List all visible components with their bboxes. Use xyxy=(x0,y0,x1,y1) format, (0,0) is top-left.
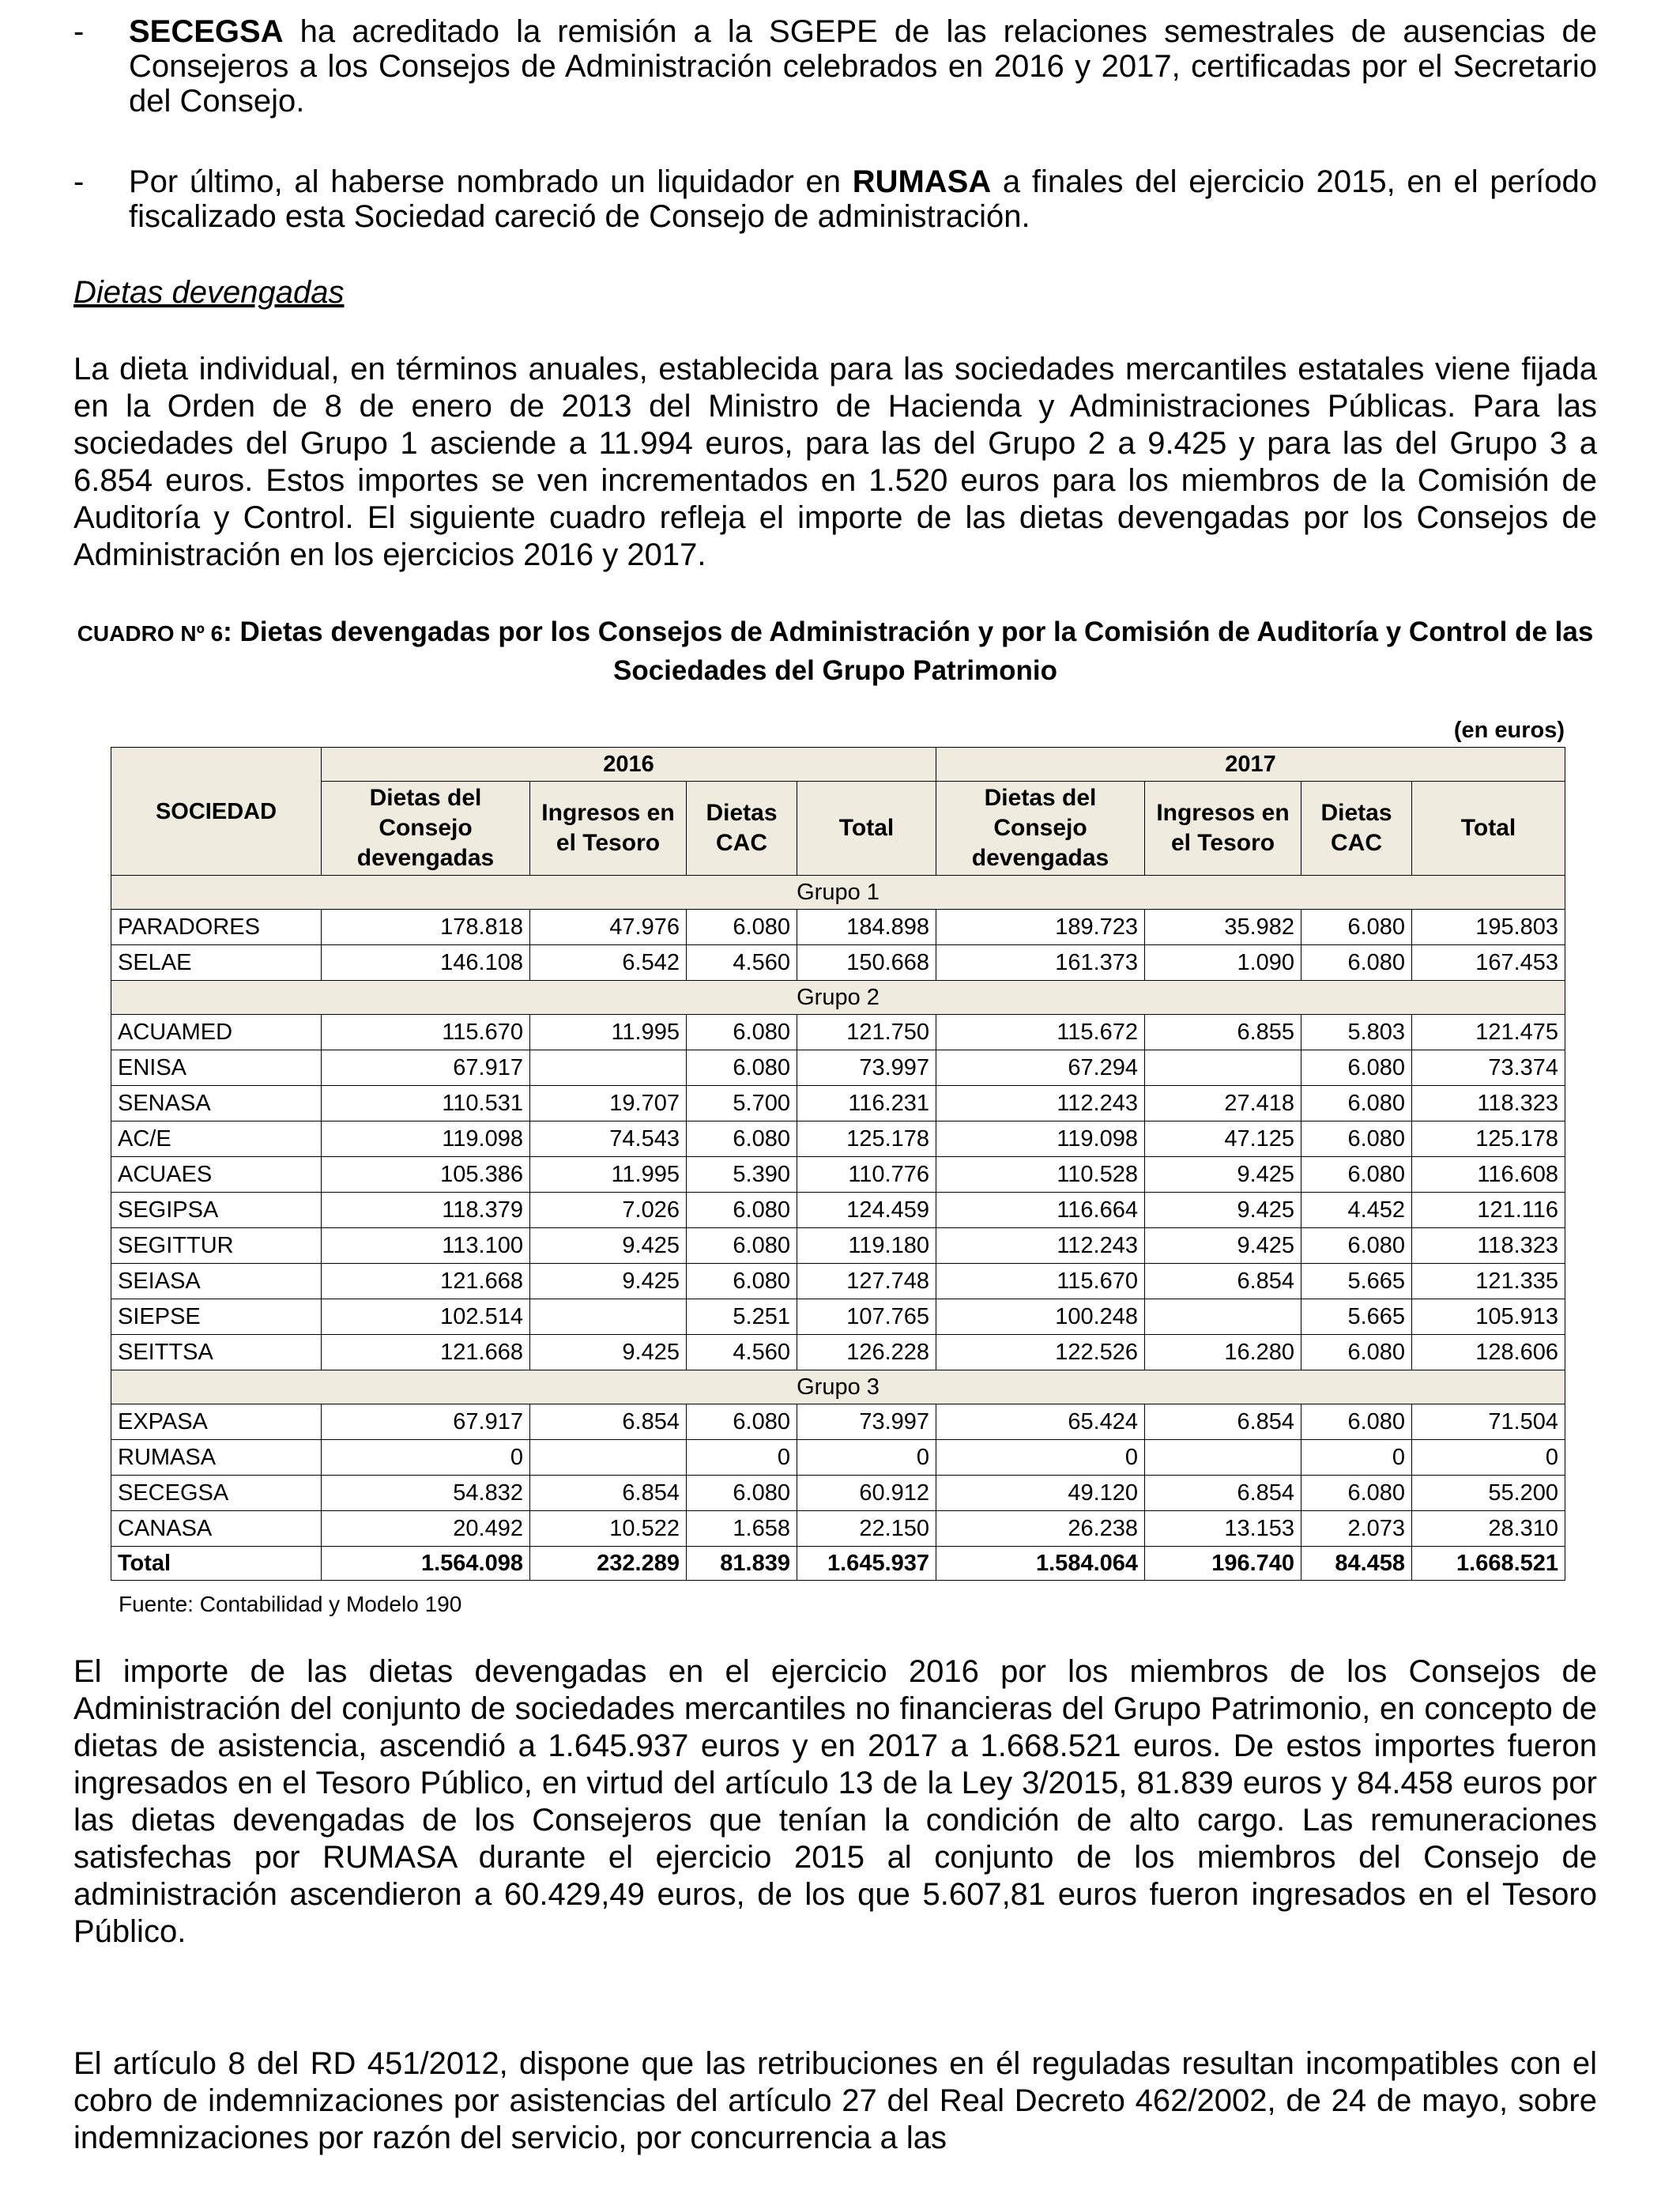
total-value-cell: 84.458 xyxy=(1301,1547,1412,1581)
sociedad-name: SIEPSE xyxy=(111,1299,322,1335)
sociedad-name: ACUAES xyxy=(111,1157,322,1193)
value-cell: 195.803 xyxy=(1412,910,1565,945)
value-cell: 0 xyxy=(1301,1440,1412,1476)
header-year-2016: 2016 xyxy=(322,748,936,782)
value-cell: 26.238 xyxy=(936,1511,1145,1547)
value-cell: 115.672 xyxy=(936,1015,1145,1050)
header-total: Total xyxy=(1412,782,1565,876)
header-dietas-consejo: Dietas del Consejo devengadas xyxy=(322,782,530,876)
value-cell: 9.425 xyxy=(1145,1228,1301,1264)
value-cell: 6.080 xyxy=(687,910,797,945)
value-cell: 112.243 xyxy=(936,1228,1145,1264)
bullet-dash: - xyxy=(73,164,85,199)
table-row xyxy=(111,1476,1565,1511)
value-cell: 116.664 xyxy=(936,1193,1145,1228)
value-cell: 6.080 xyxy=(687,1228,797,1264)
bullet-body: a finales del ejercicio 2015, en el período fiscalizado esta Sociedad careció de Consejo de administración. xyxy=(129,164,1597,234)
value-cell: 0 xyxy=(1412,1440,1565,1476)
value-cell: 126.228 xyxy=(797,1335,936,1370)
value-cell: 71.504 xyxy=(1412,1404,1565,1440)
group-row xyxy=(111,981,1565,1015)
table-row xyxy=(111,1264,1565,1299)
value-cell: 6.854 xyxy=(1145,1404,1301,1440)
value-cell: 9.425 xyxy=(530,1335,687,1370)
value-cell: 118.323 xyxy=(1412,1086,1565,1122)
value-cell: 102.514 xyxy=(322,1299,530,1335)
value-cell: 6.080 xyxy=(1301,1476,1412,1511)
sociedad-name: AC/E xyxy=(111,1122,322,1157)
value-cell: 2.073 xyxy=(1301,1511,1412,1547)
table-row xyxy=(111,1086,1565,1122)
value-cell: 113.100 xyxy=(322,1228,530,1264)
value-cell: 11.995 xyxy=(530,1157,687,1193)
bullet-dash: - xyxy=(73,14,85,49)
value-cell: 49.120 xyxy=(936,1476,1145,1511)
table-caption xyxy=(73,613,1597,689)
value-cell: 27.418 xyxy=(1145,1086,1301,1122)
value-cell: 6.080 xyxy=(1301,945,1412,981)
value-cell: 5.251 xyxy=(687,1299,797,1335)
table-source: Fuente: Contabilidad y Modelo 190 xyxy=(119,1592,462,1616)
value-cell: 6.080 xyxy=(1301,1050,1412,1086)
total-value-cell: 81.839 xyxy=(687,1547,797,1581)
value-cell: 11.995 xyxy=(530,1015,687,1050)
value-cell: 0 xyxy=(936,1440,1145,1476)
total-label: Total xyxy=(111,1547,322,1581)
value-cell: 112.243 xyxy=(936,1086,1145,1122)
total-value-cell: 196.740 xyxy=(1145,1547,1301,1581)
group-label: Grupo 3 xyxy=(111,1370,1565,1404)
value-cell: 184.898 xyxy=(797,910,936,945)
bullet-rumasa xyxy=(73,164,1597,234)
value-cell: 119.180 xyxy=(797,1228,936,1264)
value-cell: 67.294 xyxy=(936,1050,1145,1086)
value-cell: 6.542 xyxy=(530,945,687,981)
table-row xyxy=(111,1299,1565,1335)
sociedad-name: EXPASA xyxy=(111,1404,322,1440)
table-row xyxy=(111,1050,1565,1086)
value-cell xyxy=(530,1050,687,1086)
value-cell: 35.982 xyxy=(1145,910,1301,945)
section-heading: Dietas devengadas xyxy=(73,275,345,310)
value-cell: 4.560 xyxy=(687,945,797,981)
value-cell: 6.080 xyxy=(1301,1157,1412,1193)
value-cell: 5.665 xyxy=(1301,1264,1412,1299)
value-cell: 161.373 xyxy=(936,945,1145,981)
sociedad-name: SEITTSA xyxy=(111,1335,322,1370)
value-cell: 116.608 xyxy=(1412,1157,1565,1193)
paragraph-importe-dietas: El importe de las dietas devengadas en el ejercicio 2016 por los miembros de los Consejos de Administración del conjunto de sociedades mercantiles no financieras del Grupo Patrimonio, en concepto de dietas de asistencia, ascendió a 1.645.937 euros y en 2017 a 1.668.521 euros. De estos importes fueron ingresados en el Tesoro Público, en virtud del artículo 13 de la Ley 3/2015, 81.839 euros y 84.458 euros por las dietas devengadas de los Consejeros que tenían la condición de alto cargo. Las remuneraciones satisfechas por RUMASA durante el ejercicio 2015 al conjunto de los miembros del Consejo de administración ascendieron a 60.429,49 euros, de los que 5.607,81 euros fueron ingresados en el Tesoro Público. xyxy=(73,1654,1597,1949)
group-row xyxy=(111,1370,1565,1404)
value-cell: 118.323 xyxy=(1412,1228,1565,1264)
value-cell: 121.335 xyxy=(1412,1264,1565,1299)
value-cell: 6.854 xyxy=(1145,1476,1301,1511)
header-year-2017: 2017 xyxy=(936,748,1565,782)
value-cell: 7.026 xyxy=(530,1193,687,1228)
table-row xyxy=(111,910,1565,945)
value-cell: 67.917 xyxy=(322,1050,530,1086)
table-row xyxy=(111,1157,1565,1193)
total-value-cell: 232.289 xyxy=(530,1547,687,1581)
value-cell: 19.707 xyxy=(530,1086,687,1122)
bullet-body: ha acreditado la remisión a la SGEPE de las relaciones semestrales de ausencias de Consejeros a los Consejos de Administración celebrados en 2016 y 2017, certificadas por el Secretario del Consejo. xyxy=(129,14,1597,119)
value-cell: 55.200 xyxy=(1412,1476,1565,1511)
value-cell: 73.997 xyxy=(797,1050,936,1086)
total-row xyxy=(111,1547,1565,1581)
value-cell: 47.125 xyxy=(1145,1122,1301,1157)
value-cell: 10.522 xyxy=(530,1511,687,1547)
sociedad-name: CANASA xyxy=(111,1511,322,1547)
value-cell: 4.452 xyxy=(1301,1193,1412,1228)
table-row xyxy=(111,1511,1565,1547)
value-cell: 6.080 xyxy=(687,1264,797,1299)
value-cell: 9.425 xyxy=(530,1264,687,1299)
bullet-secegsa xyxy=(73,14,1597,119)
total-value-cell: 1.645.937 xyxy=(797,1547,936,1581)
value-cell: 178.818 xyxy=(322,910,530,945)
sociedad-name: SEIASA xyxy=(111,1264,322,1299)
value-cell: 0 xyxy=(322,1440,530,1476)
value-cell: 13.153 xyxy=(1145,1511,1301,1547)
value-cell: 150.668 xyxy=(797,945,936,981)
value-cell: 105.913 xyxy=(1412,1299,1565,1335)
value-cell: 115.670 xyxy=(936,1264,1145,1299)
value-cell: 100.248 xyxy=(936,1299,1145,1335)
value-cell: 67.917 xyxy=(322,1404,530,1440)
value-cell: 119.098 xyxy=(936,1122,1145,1157)
value-cell: 0 xyxy=(797,1440,936,1476)
value-cell: 47.976 xyxy=(530,910,687,945)
value-cell: 122.526 xyxy=(936,1335,1145,1370)
value-cell: 115.670 xyxy=(322,1015,530,1050)
sociedad-name: ACUAMED xyxy=(111,1015,322,1050)
value-cell: 4.560 xyxy=(687,1335,797,1370)
value-cell: 128.606 xyxy=(1412,1335,1565,1370)
value-cell: 167.453 xyxy=(1412,945,1565,981)
value-cell: 110.531 xyxy=(322,1086,530,1122)
value-cell xyxy=(530,1299,687,1335)
units-label: (en euros) xyxy=(1453,718,1565,743)
sociedad-name: SEGITTUR xyxy=(111,1228,322,1264)
sociedad-name: ENISA xyxy=(111,1050,322,1086)
value-cell: 5.665 xyxy=(1301,1299,1412,1335)
value-cell: 6.854 xyxy=(1145,1264,1301,1299)
value-cell: 6.080 xyxy=(1301,1228,1412,1264)
table-row xyxy=(111,1015,1565,1050)
value-cell: 73.997 xyxy=(797,1404,936,1440)
total-value-cell: 1.564.098 xyxy=(322,1547,530,1581)
bullet-bold: RUMASA xyxy=(852,164,992,199)
table-row xyxy=(111,1228,1565,1264)
value-cell: 1.658 xyxy=(687,1511,797,1547)
sociedad-name: PARADORES xyxy=(111,910,322,945)
value-cell: 6.080 xyxy=(687,1015,797,1050)
value-cell xyxy=(1145,1440,1301,1476)
value-cell: 121.116 xyxy=(1412,1193,1565,1228)
sociedad-name: SEGIPSA xyxy=(111,1193,322,1228)
total-value-cell: 1.668.521 xyxy=(1412,1547,1565,1581)
bullet-text xyxy=(129,164,1597,234)
value-cell: 6.080 xyxy=(1301,1404,1412,1440)
table-row xyxy=(111,1122,1565,1157)
value-cell: 9.425 xyxy=(530,1228,687,1264)
sociedad-name: SELAE xyxy=(111,945,322,981)
header-sociedad: SOCIEDAD xyxy=(111,748,322,876)
paragraph-dieta-individual: La dieta individual, en términos anuales, establecida para las sociedades mercantiles estatales viene fijada en la Orden de 8 de enero de 2013 del Ministro de Hacienda y Administraciones Públicas. Para las sociedades del Grupo 1 asciende a 11.994 euros, para las del Grupo 2 a 9.425 y para las del Grupo 3 a 6.854 euros. Estos importes se ven incrementados en 1.520 euros para los miembros de la Comisión de Auditoría y Control. El siguiente cuadro refleja el importe de las dietas devengadas por los Consejos de Administración en los ejercicios 2016 y 2017. xyxy=(73,352,1597,572)
group-label: Grupo 2 xyxy=(111,981,1565,1015)
value-cell: 5.390 xyxy=(687,1157,797,1193)
header-ingresos-tesoro: Ingresos en el Tesoro xyxy=(1145,782,1301,876)
header-total: Total xyxy=(797,782,936,876)
group-row xyxy=(111,876,1565,910)
value-cell: 146.108 xyxy=(322,945,530,981)
value-cell: 1.090 xyxy=(1145,945,1301,981)
value-cell: 73.374 xyxy=(1412,1050,1565,1086)
header-dietas-consejo: Dietas del Consejo devengadas xyxy=(936,782,1145,876)
value-cell: 119.098 xyxy=(322,1122,530,1157)
table-row xyxy=(111,1193,1565,1228)
bullet-pre: Por último, al haberse nombrado un liquidador en xyxy=(129,164,853,199)
value-cell: 6.080 xyxy=(1301,910,1412,945)
caption-prefix: CUADRO Nº 6 xyxy=(77,621,224,646)
table-row xyxy=(111,1440,1565,1476)
value-cell: 110.528 xyxy=(936,1157,1145,1193)
value-cell: 6.080 xyxy=(1301,1122,1412,1157)
value-cell: 110.776 xyxy=(797,1157,936,1193)
value-cell: 22.150 xyxy=(797,1511,936,1547)
table-row xyxy=(111,945,1565,981)
value-cell: 6.080 xyxy=(687,1404,797,1440)
value-cell: 9.425 xyxy=(1145,1193,1301,1228)
value-cell: 116.231 xyxy=(797,1086,936,1122)
total-value-cell: 1.584.064 xyxy=(936,1547,1145,1581)
value-cell: 105.386 xyxy=(322,1157,530,1193)
value-cell: 6.080 xyxy=(1301,1335,1412,1370)
group-label: Grupo 1 xyxy=(111,876,1565,910)
value-cell: 9.425 xyxy=(1145,1157,1301,1193)
value-cell: 0 xyxy=(687,1440,797,1476)
value-cell: 6.080 xyxy=(687,1476,797,1511)
value-cell: 65.424 xyxy=(936,1404,1145,1440)
caption-title: : Dietas devengadas por los Consejos de Administración y por la Comisión de Auditoría y Control de las Sociedades del Grupo Patrimonio xyxy=(223,616,1594,686)
value-cell: 5.700 xyxy=(687,1086,797,1122)
sociedad-name: SECEGSA xyxy=(111,1476,322,1511)
value-cell: 6.080 xyxy=(687,1193,797,1228)
dietas-table xyxy=(111,747,1565,1581)
value-cell: 20.492 xyxy=(322,1511,530,1547)
value-cell: 54.832 xyxy=(322,1476,530,1511)
value-cell: 60.912 xyxy=(797,1476,936,1511)
value-cell: 127.748 xyxy=(797,1264,936,1299)
value-cell: 125.178 xyxy=(1412,1122,1565,1157)
bullet-text xyxy=(129,14,1597,119)
table-body xyxy=(111,876,1565,1581)
value-cell: 5.803 xyxy=(1301,1015,1412,1050)
value-cell xyxy=(530,1440,687,1476)
value-cell: 121.668 xyxy=(322,1264,530,1299)
value-cell: 118.379 xyxy=(322,1193,530,1228)
value-cell: 6.854 xyxy=(530,1404,687,1440)
value-cell: 121.668 xyxy=(322,1335,530,1370)
bullet-bold: SECEGSA xyxy=(129,14,284,49)
paragraph-articulo-8: El artículo 8 del RD 451/2012, dispone que las retribuciones en él reguladas resultan incompatibles con el cobro de indemnizaciones por asistencias del artículo 27 del Real Decreto 462/2002, de 24 de mayo, sobre indemnizaciones por razón del servicio, por concurrencia a las xyxy=(73,2046,1597,2155)
value-cell: 189.723 xyxy=(936,910,1145,945)
value-cell: 125.178 xyxy=(797,1122,936,1157)
value-cell: 121.750 xyxy=(797,1015,936,1050)
value-cell: 6.080 xyxy=(687,1050,797,1086)
value-cell xyxy=(1145,1299,1301,1335)
value-cell: 107.765 xyxy=(797,1299,936,1335)
value-cell: 74.543 xyxy=(530,1122,687,1157)
header-dietas-cac: Dietas CAC xyxy=(687,782,797,876)
value-cell: 6.080 xyxy=(687,1122,797,1157)
value-cell: 121.475 xyxy=(1412,1015,1565,1050)
value-cell: 28.310 xyxy=(1412,1511,1565,1547)
table-row xyxy=(111,1404,1565,1440)
value-cell: 16.280 xyxy=(1145,1335,1301,1370)
sociedad-name: SENASA xyxy=(111,1086,322,1122)
sociedad-name: RUMASA xyxy=(111,1440,322,1476)
value-cell: 6.855 xyxy=(1145,1015,1301,1050)
value-cell xyxy=(1145,1050,1301,1086)
table-row xyxy=(111,1335,1565,1370)
value-cell: 124.459 xyxy=(797,1193,936,1228)
header-dietas-cac: Dietas CAC xyxy=(1301,782,1412,876)
value-cell: 6.854 xyxy=(530,1476,687,1511)
value-cell: 6.080 xyxy=(1301,1086,1412,1122)
header-ingresos-tesoro: Ingresos en el Tesoro xyxy=(530,782,687,876)
